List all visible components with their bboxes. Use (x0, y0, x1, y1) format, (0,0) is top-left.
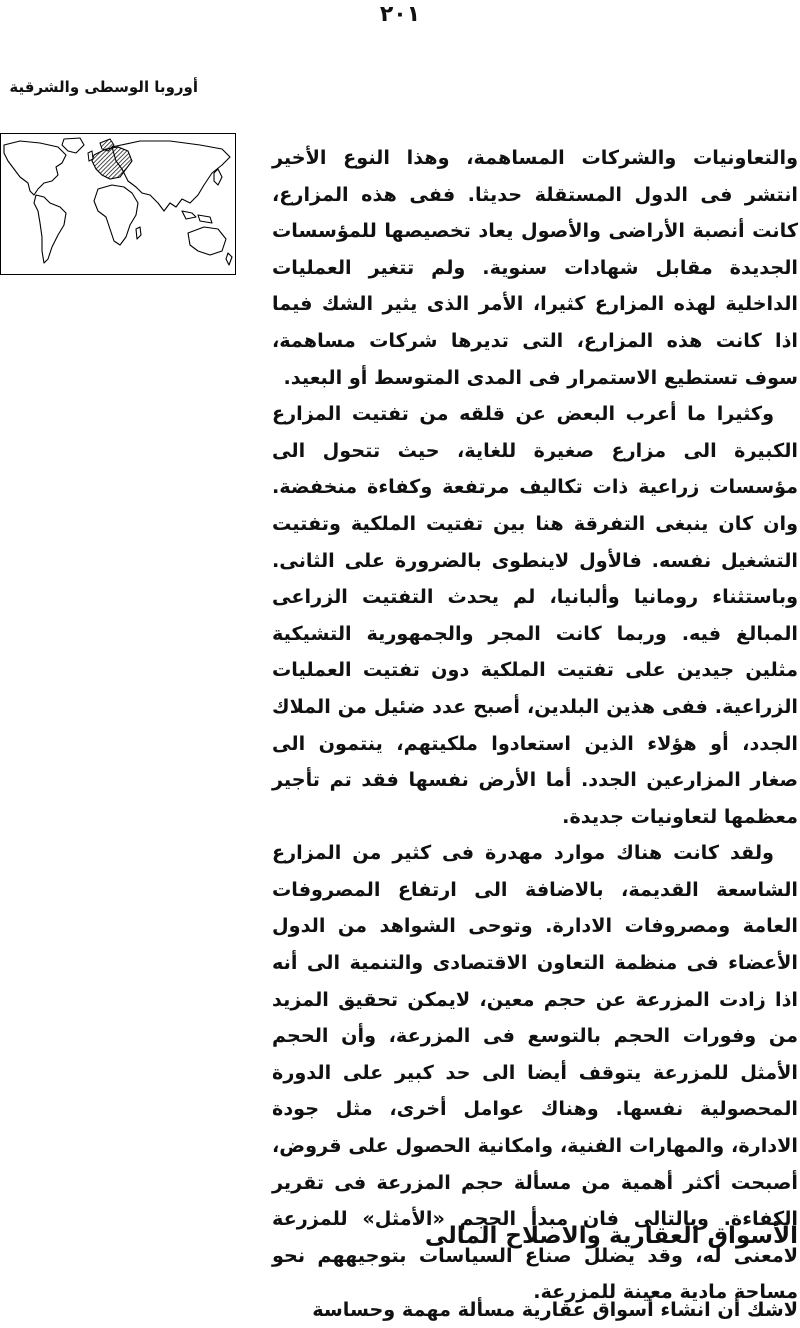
paragraph-2: وكثيرا ما أعرب البعض عن قلقه من تفتيت المزارع الكبيرة الى مزارع صغيرة للغاية، حيث تتحول الى مؤسسات زراعية ذات تكاليف مرتفعة وكفاءة منخفضة. وان كان ينبغى التفرقة هنا بين تفتيت الملكية وتفتيت التشغيل نفسه. فالأول لاينطوى بالضرورة على الثانى. وباستثناء رومانيا وألبانيا، لم يحدث التفتيت الزراعى المبالغ فيه. وربما كانت المجر والجمهورية التشيكية مثلين جيدين على تفتيت الملكية دون تفتيت العمليات الزراعية. ففى هذين البلدين، أصبح عدد ضئيل من الملاك الجدد، أو هؤلاء الذين استعادوا ملكيتهم، ينتمون الى صغار المزارعين الجدد. أما الأرض نفسها فقد تم تأجير معظمها لتعاونيات جديدة. (272, 402, 798, 828)
paragraph-3: ولقد كانت هناك موارد مهدرة فى كثير من المزارع الشاسعة القديمة، بالاضافة الى ارتفاع المصروفات العامة ومصروفات الادارة. وتوحى الشواهد من الدول الأعضاء فى منظمة التعاون الاقتصادى والتنمية الى أنه اذا زادت المزرعة عن حجم معين، لايمكن تحقيق المزيد من وفورات الحجم بالتوسع فى المزرعة، وأن الحجم الأمثل للمزرعة يتوقف أيضا الى حد كبير على الدورة المحصولية نفسها. وهناك عوامل أخرى، مثل جودة الادارة، والمهارات الفنية، وامكانية الحصول على قروض، أصبحت أكثر أهمية من مسألة حجم المزرعة فى تقرير الكفاءة. وبالتالى فان مبدأ الحجم «الأمثل» للمزرعة لامعنى له، وقد يضلل صناع السياسات بتوجيههم نحو مساحة مادية معينة للمزرعة. (272, 841, 798, 1304)
paragraph-1: والتعاونيات والشركات المساهمة، وهذا النوع الأخير انتشر فى الدول المستقلة حديثا. ففى هذه المزارع، كانت أنصبة الأراضى والأصول يعاد تخصيصها للمؤسسات الجديدة مقابل شهادات سنوية. ولم تتغير العمليات الداخلية لهذه المزارع كثيرا، الأمر الذى يثير الشك فيما اذا كانت هذه المزارع، التى تديرها شركات مساهمة، سوف تستطيع الاستمرار فى المدى المتوسط أو البعيد. (272, 146, 798, 389)
section-heading: الأسواق العقارية والاصلاح المالى (424, 1223, 798, 1249)
running-header: أوروبا الوسطى والشرقية (9, 78, 198, 96)
page-number: ٢٠١ (379, 2, 421, 27)
article-body (272, 140, 798, 1311)
world-map-icon (0, 133, 236, 275)
section-first-line: لاشك أن انشاء أسواق عقارية مسألة مهمة وحساسة (312, 1298, 798, 1321)
